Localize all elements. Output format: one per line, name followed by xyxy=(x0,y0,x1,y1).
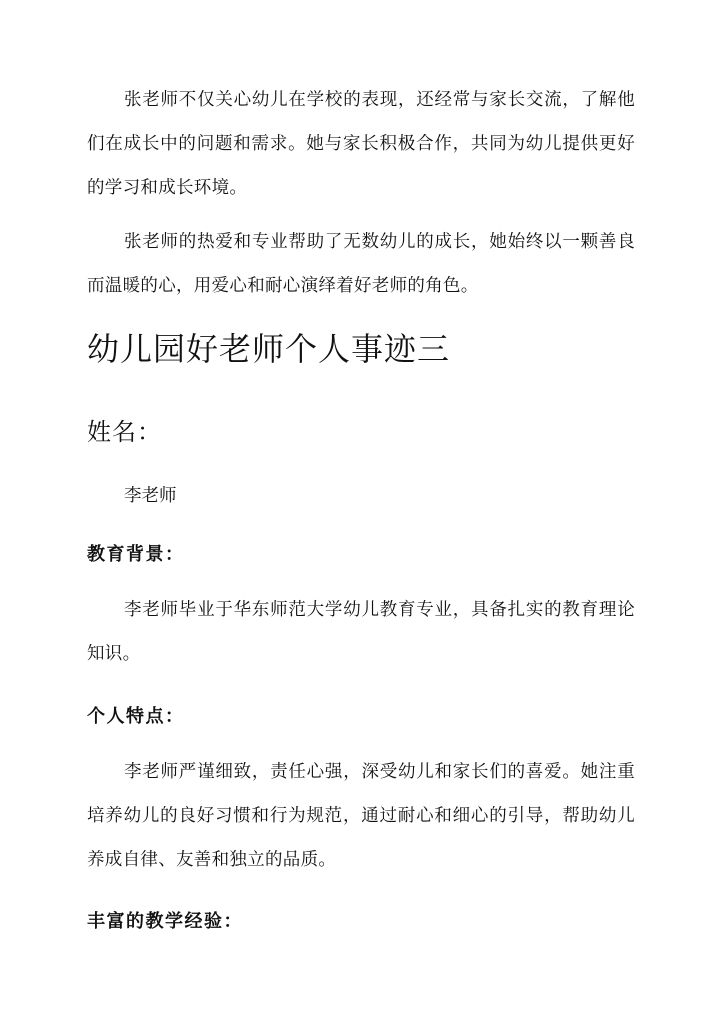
paragraph-teacher-dedication: 张老师的热爱和专业帮助了无数幼儿的成长，她始终以一颗善良而温暖的心，用爱心和耐心演绎着好老师的角色。 xyxy=(87,232,635,296)
education-paragraph: 李老师毕业于华东师范大学幼儿教育专业，具备扎实的教育理论知识。 xyxy=(87,600,635,664)
name-label: 姓名： xyxy=(87,418,162,446)
traits-paragraph: 李老师严谨细致，责任心强，深受幼儿和家长们的喜爱。她注重培养幼儿的良好习惯和行为规范，通过耐心和细心的引导，帮助幼儿养成自律、友善和独立的品质。 xyxy=(87,762,635,870)
name-value: 李老师 xyxy=(124,486,177,506)
paragraph-parent-communication: 张老师不仅关心幼儿在学校的表现，还经常与家长交流，了解他们在成长中的问题和需求。她与家长积极合作，共同为幼儿提供更好的学习和成长环境。 xyxy=(87,90,635,198)
section-title: 幼儿园好老师个人事迹三 xyxy=(87,330,451,368)
experience-heading: 丰富的教学经验： xyxy=(87,911,243,932)
traits-heading: 个人特点： xyxy=(87,706,185,727)
education-heading: 教育背景： xyxy=(87,544,185,565)
